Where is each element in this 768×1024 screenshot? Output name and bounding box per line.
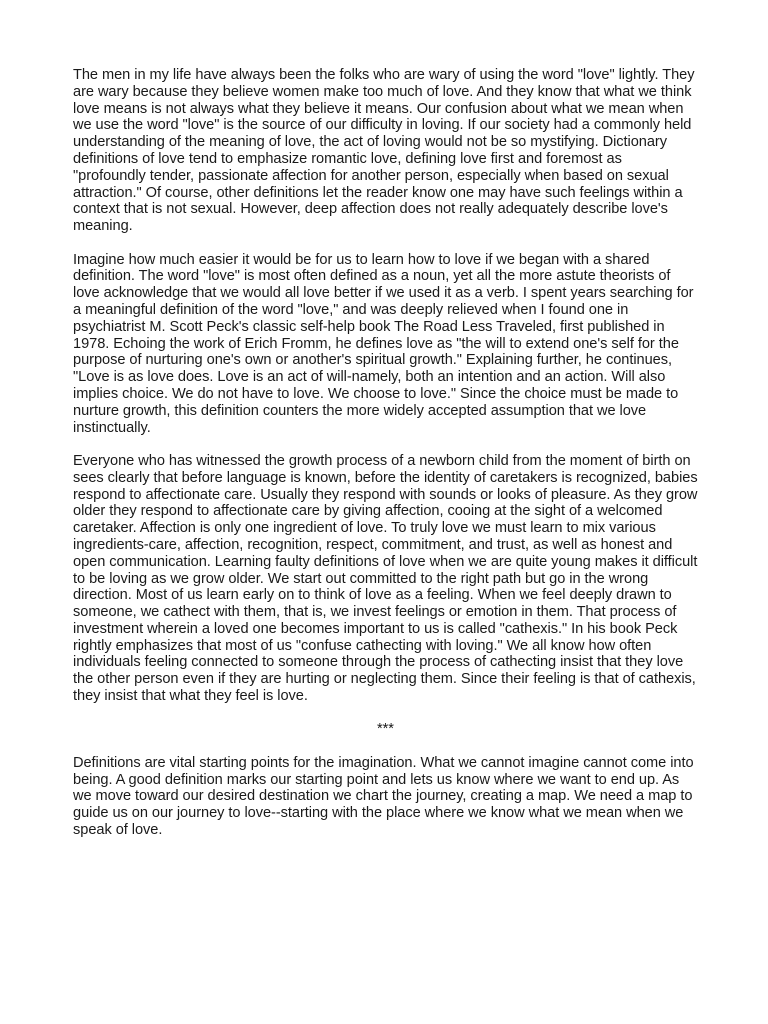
paragraph-3: Everyone who has witnessed the growth process of a newborn child from the moment of birth on sees clearly that before language is known, before the identity of caretakers is recognized, babies respond to affectionate care. Usually they respond with sounds or looks of pleasure. As they grow older they respond to affectionate care by giving affection, cooing at the sight of a welcomed caretaker. Affection is only one ingredient of love. To truly love we must learn to mix various ingredients-care, affection, recognition, respect, commitment, and trust, as well as honest and open communication. Learning faulty definitions of love when we are quite young makes it difficult to be loving as we grow older. We start out committed to the right path but go in the wrong direction. Most of us learn early on to think of love as a feeling. When we feel deeply drawn to someone, we cathect with them, that is, we invest feelings or emotion in them. That process of investment wherein a loved one becomes important to us is called "cathexis." In his book Peck rightly emphasizes that most of us "confuse cathecting with loving." We all know how often individuals feeling connected to someone through the process of cathecting insist that they love the other person even if they are hurting or neglecting them. Since their feeling is that of cathexis, they insist that what they feel is love. — [73, 452, 698, 705]
paragraph-2: Imagine how much easier it would be for us to learn how to love if we began with a shared definition. The word "love" is most often defined as a noun, yet all the more astute theorists of love acknowledge that we would all love better if we used it as a verb. I spent years searching for a meaningful definition of the word "love," and was deeply relieved when I found one in psychiatrist M. Scott Peck's classic self-help book The Road Less Traveled, first published in 1978. Echoing the work of Erich Fromm, he defines love as "the will to extend one's self for the purpose of nurturing one's own or another's spiritual growth." Explaining further, he continues, "Love is as love does. Love is an act of will-namely, both an intention and an action. Will also implies choice. We do not have to love. We choose to love." Since the choice must be made to nurture growth, this definition counters the more widely accepted assumption that we love instinctually. — [73, 251, 694, 436]
section-separator: *** — [377, 721, 394, 738]
document-body — [73, 67, 698, 855]
paragraph-1: The men in my life have always been the folks who are wary of using the word "love" lightly. They are wary because they believe women make too much of love. And they know that what we think love means is not always what they believe it means. Our confusion about what we mean when we use the word "love" is the source of our difficulty in loving. If our society had a commonly held understanding of the meaning of love, the act of loving would not be so mystifying. Dictionary definitions of love tend to emphasize romantic love, defining love first and foremost as "profoundly tender, passionate affection for another person, especially when based on sexual attraction." Of course, other definitions let the reader know one may have such feelings within a context that is not sexual. However, deep affection does not really adequately describe love's meaning. — [73, 67, 695, 235]
paragraph-4: Definitions are vital starting points for the imagination. What we cannot imagine cannot come into being. A good definition marks our starting point and lets us know where we want to end up. As we move toward our desired destination we chart the journey, creating a map. We need a map to guide us on our journey to love--starting with the place where we know what we mean when we speak of love. — [73, 754, 694, 839]
